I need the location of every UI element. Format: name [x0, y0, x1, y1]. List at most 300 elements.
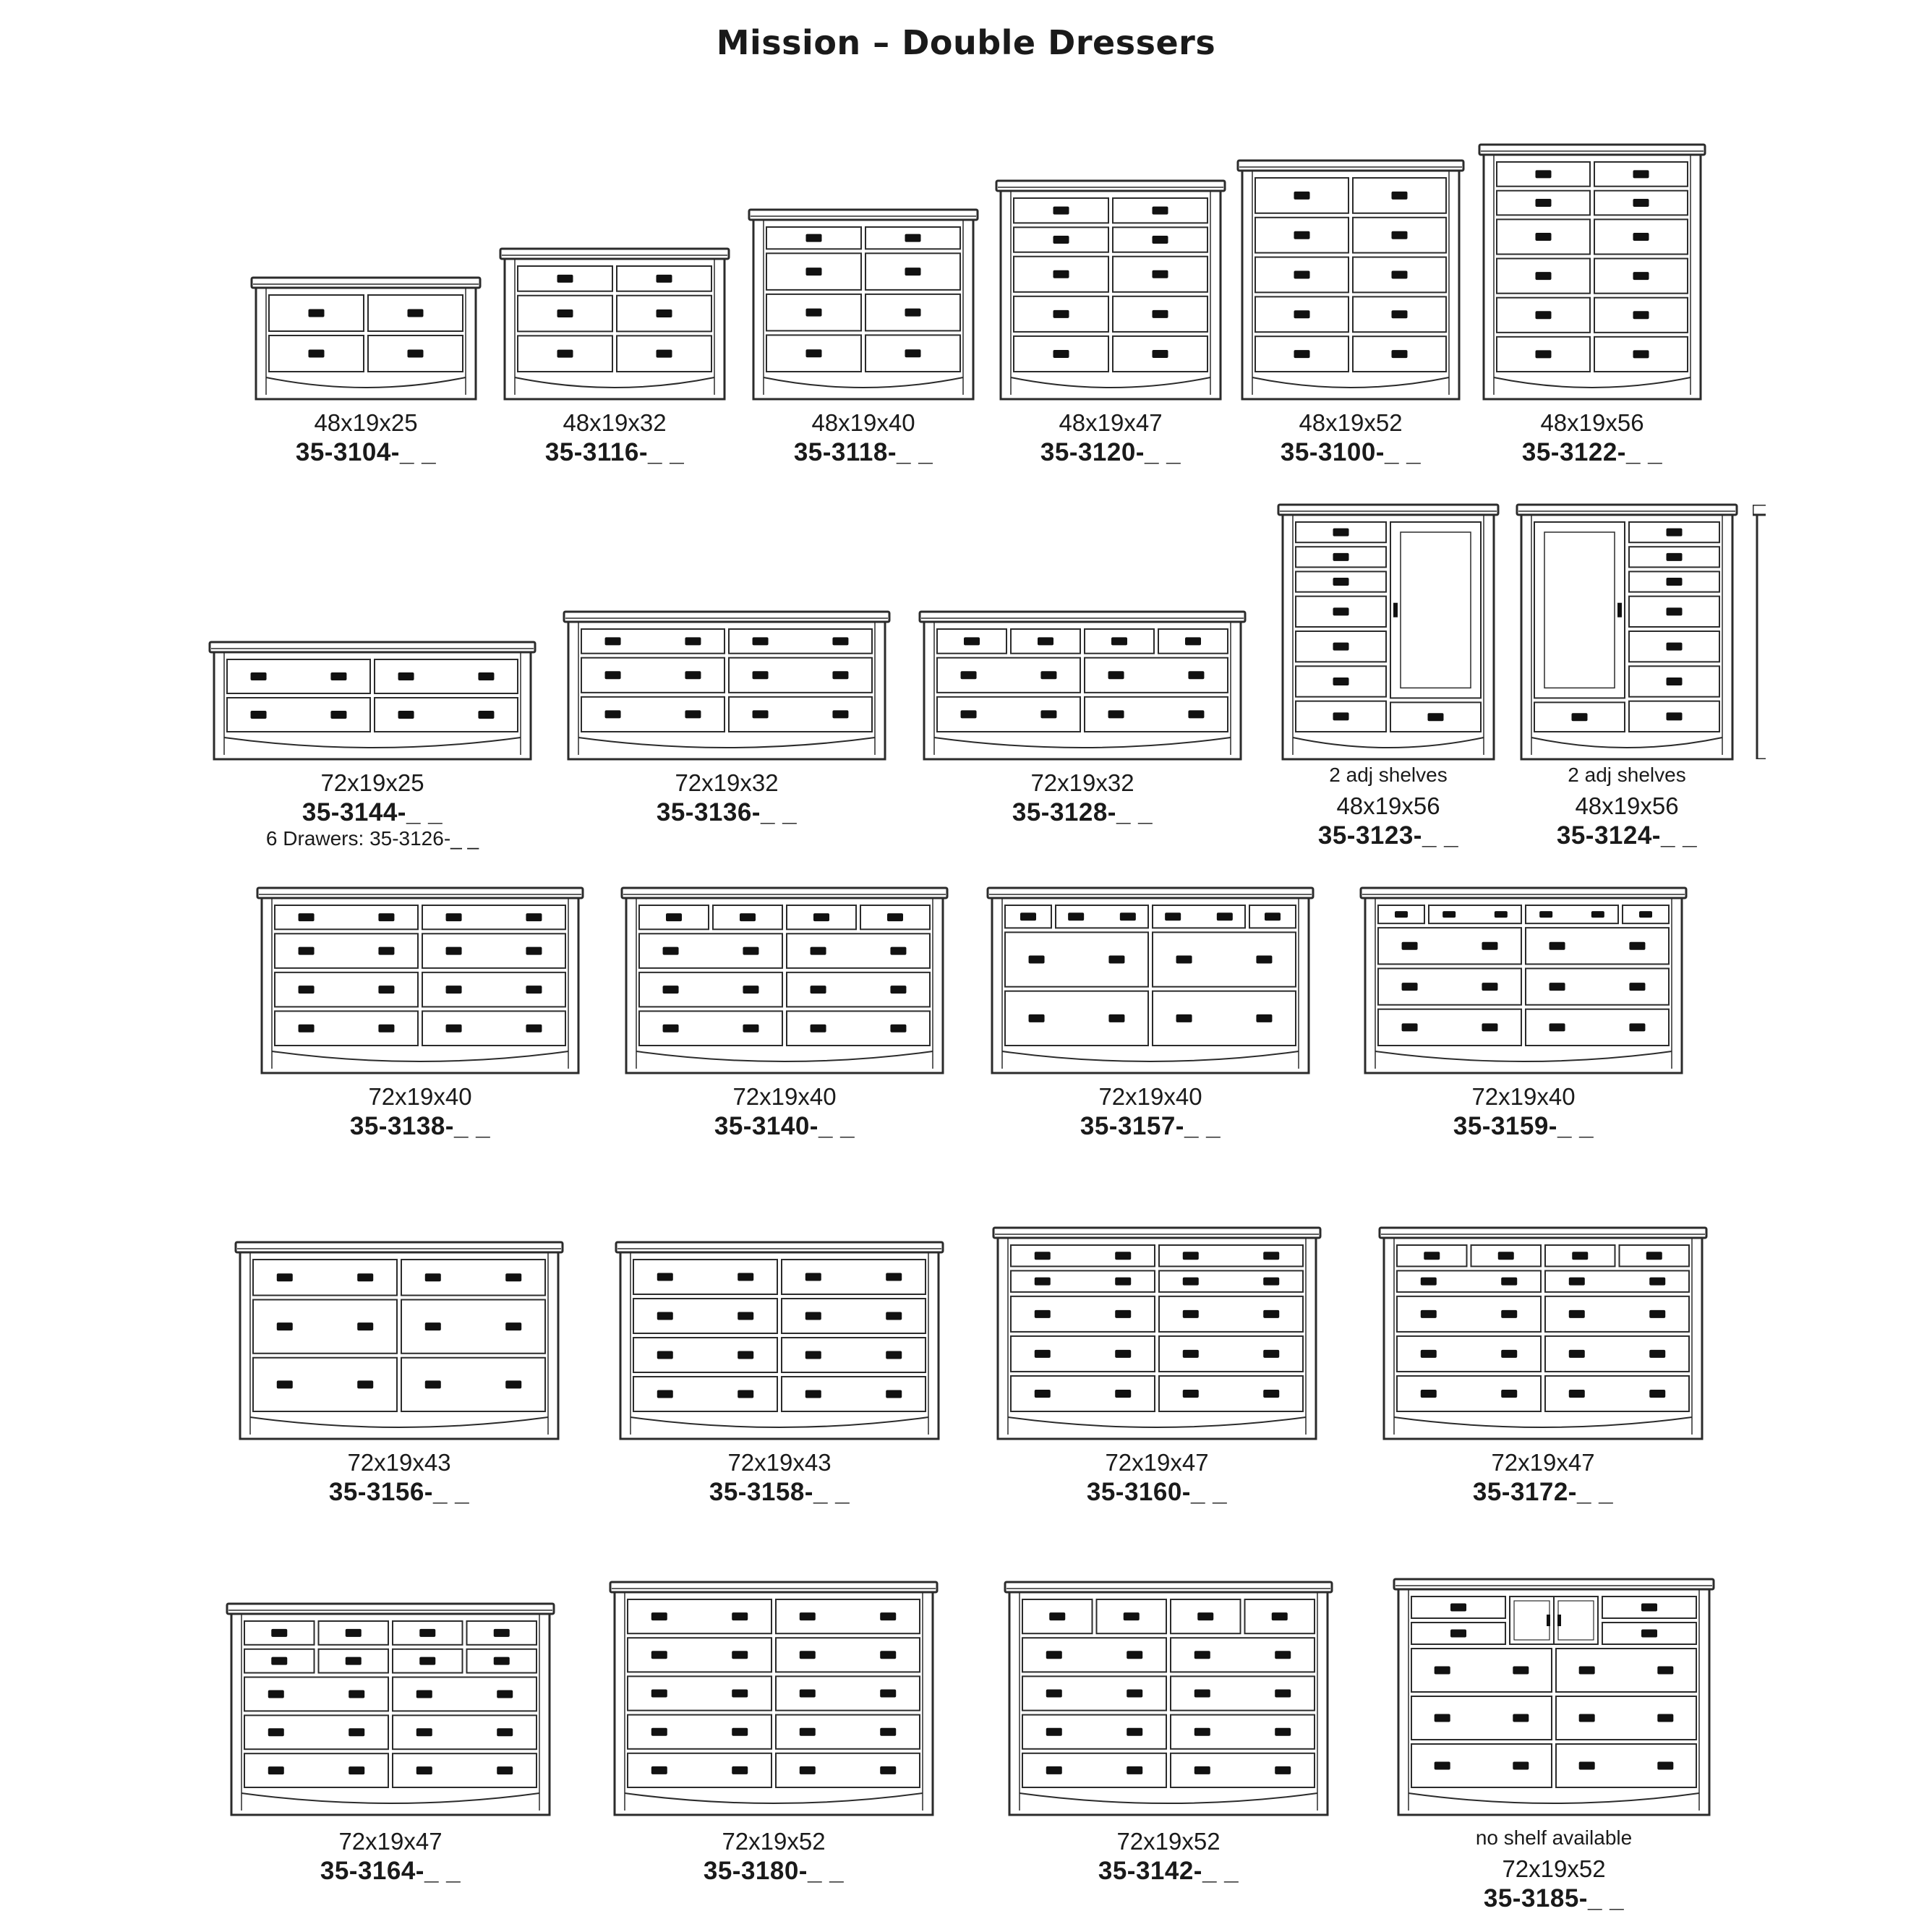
- drawer-pull: [1629, 983, 1645, 991]
- drawer-front: [401, 1260, 545, 1296]
- dresser-drawing: [236, 1242, 563, 1439]
- dresser-sku: 35-3128-_ _: [1012, 798, 1153, 826]
- drawer-pull: [813, 913, 829, 921]
- dresser-sku: 35-3136-_ _: [656, 798, 798, 826]
- drawer-pull: [1053, 207, 1069, 215]
- drawer-front: [1011, 1336, 1155, 1372]
- drawer-pull: [425, 1273, 441, 1281]
- drawer-pull: [1333, 529, 1349, 537]
- drawer-pull: [1275, 1766, 1291, 1774]
- drawer-pull: [1188, 710, 1204, 718]
- dresser-drawing: [1479, 145, 1705, 399]
- drawer-pull: [1633, 350, 1649, 358]
- drawer-pull: [1256, 1014, 1272, 1022]
- dresser-top: [257, 888, 583, 898]
- drawer-pull: [1153, 310, 1168, 318]
- drawer-front: [1022, 1638, 1166, 1672]
- dresser-note: 2 adj shelves: [1329, 764, 1448, 786]
- drawer-front: [244, 1753, 388, 1787]
- dresser-drawing: [564, 612, 889, 759]
- drawer-pull: [1053, 350, 1069, 358]
- drawer-front: [1545, 1376, 1689, 1411]
- drawer-pull: [1035, 1390, 1051, 1398]
- dresser-dimensions: 48x19x40: [811, 409, 915, 436]
- drawer-pull: [398, 672, 414, 680]
- drawer-pull: [1649, 1310, 1665, 1318]
- dresser-sku: 35-3118-_ _: [793, 438, 933, 466]
- drawer-pull: [753, 671, 769, 679]
- drawer-pull: [557, 350, 573, 358]
- drawer-front: [581, 697, 724, 732]
- drawer-pull: [1040, 671, 1056, 679]
- drawer-front: [787, 933, 930, 968]
- dresser-drawing: [1380, 1228, 1706, 1439]
- dresser-sku: 35-3100-_ _: [1280, 438, 1422, 466]
- drawer-pull: [811, 1025, 826, 1033]
- drawer-pull: [1263, 1350, 1279, 1358]
- drawer-pull: [346, 1657, 362, 1665]
- drawer-pull: [378, 986, 394, 993]
- drawer-pull: [1536, 170, 1552, 178]
- drawer-pull: [1275, 1690, 1291, 1698]
- drawer-pull: [605, 710, 621, 718]
- drawer-pull: [1646, 1252, 1662, 1260]
- drawer-front: [639, 933, 782, 968]
- dresser-sku: 35-3164-_ _: [320, 1857, 461, 1885]
- drawer-pull: [299, 913, 315, 921]
- drawer-pull: [1275, 1728, 1291, 1736]
- dresser-sku: 35-3158-_ _: [709, 1478, 850, 1506]
- drawer-front: [393, 1715, 537, 1749]
- drawer-pull: [1536, 199, 1552, 207]
- dresser-dimensions: 72x19x40: [732, 1083, 837, 1110]
- door-knob: [1617, 603, 1622, 617]
- drawer-pull: [880, 1612, 896, 1620]
- drawer-pull: [1428, 713, 1444, 721]
- dresser-item: [210, 642, 535, 850]
- drawer-pull: [1263, 1310, 1279, 1318]
- drawer-pull: [1183, 1350, 1199, 1358]
- drawer-pull: [1046, 1766, 1062, 1774]
- dresser-item: [1238, 161, 1463, 490]
- drawer-pull: [738, 1390, 753, 1398]
- dresser-item: [616, 1242, 943, 1530]
- drawer-pull: [1421, 1350, 1437, 1358]
- drawer-front: [1378, 928, 1521, 964]
- drawer-pull: [905, 234, 921, 242]
- drawer-pull: [1392, 310, 1408, 318]
- drawer-pull: [357, 1273, 373, 1281]
- drawer-pull: [1165, 912, 1181, 920]
- drawer-pull: [1667, 643, 1683, 651]
- drawer-front: [375, 698, 518, 732]
- dresser-dimensions: 72x19x52: [1502, 1855, 1606, 1882]
- drawer-pull: [890, 1025, 906, 1033]
- dresser-note: no shelf available: [1475, 1826, 1633, 1849]
- drawer-front: [628, 1638, 771, 1672]
- drawer-front: [1545, 1270, 1689, 1291]
- drawer-front: [1171, 1753, 1315, 1787]
- drawer-pull: [1550, 1023, 1565, 1031]
- drawer-pull: [1482, 1023, 1497, 1031]
- drawer-pull: [408, 350, 424, 358]
- drawer-front: [275, 1011, 418, 1046]
- drawer-pull: [605, 637, 621, 645]
- dresser-top: [610, 1582, 937, 1592]
- drawer-pull: [800, 1651, 816, 1659]
- drawer-front: [1171, 1676, 1315, 1710]
- dresser-top: [210, 642, 535, 652]
- drawer-pull: [1115, 1350, 1131, 1358]
- drawer-pull: [446, 913, 462, 921]
- drawer-pull: [378, 947, 394, 955]
- dresser-dimensions: 72x19x40: [368, 1083, 472, 1110]
- drawer-pull: [419, 1629, 435, 1637]
- drawer-pull: [1176, 1014, 1192, 1022]
- dresser-top: [993, 1228, 1320, 1238]
- drawer-front: [422, 933, 565, 968]
- drawer-pull: [299, 1025, 315, 1033]
- drawer-front: [581, 658, 724, 693]
- drawer-pull: [1046, 1690, 1062, 1698]
- drawer-pull: [1450, 1630, 1466, 1638]
- dresser-top: [616, 1242, 943, 1252]
- drawer-pull: [1402, 942, 1418, 950]
- drawer-pull: [349, 1728, 364, 1736]
- drawer-pull: [1633, 233, 1649, 241]
- drawer-front: [1022, 1676, 1166, 1710]
- drawer-pull: [1550, 983, 1565, 991]
- drawer-pull: [1579, 1667, 1595, 1675]
- drawer-pull: [880, 1766, 896, 1774]
- dresser-top: [1380, 1228, 1706, 1238]
- drawer-front: [1556, 1696, 1696, 1740]
- drawer-pull: [657, 350, 672, 358]
- drawer-pull: [1333, 553, 1349, 561]
- drawer-pull: [1115, 1310, 1131, 1318]
- drawer-pull: [651, 1690, 667, 1698]
- drawer-pull: [1040, 710, 1056, 718]
- dresser-dimensions: 72x19x25: [320, 769, 424, 796]
- drawer-pull: [497, 1728, 513, 1736]
- drawer-front: [782, 1338, 926, 1372]
- drawer-front: [1526, 1009, 1669, 1046]
- drawer-pull: [505, 1322, 521, 1330]
- dresser-top: [749, 210, 978, 220]
- dresser-drawing: [1361, 888, 1686, 1073]
- dresser-item: [996, 181, 1225, 490]
- drawer-pull: [309, 350, 325, 358]
- drawer-front: [937, 658, 1080, 693]
- drawer-pull: [1667, 678, 1683, 685]
- drawer-front: [776, 1599, 920, 1633]
- drawer-pull: [605, 671, 621, 679]
- drawer-pull: [1569, 1310, 1585, 1318]
- drawer-pull: [800, 1612, 816, 1620]
- drawer-pull: [1263, 1390, 1279, 1398]
- drawer-front: [375, 659, 518, 693]
- drawer-pull: [811, 986, 826, 993]
- dresser-drawing: [610, 1582, 937, 1815]
- drawer-front: [1005, 991, 1148, 1046]
- drawer-pull: [1124, 1612, 1140, 1620]
- dresser-item: [236, 1242, 563, 1530]
- drawer-pull: [1035, 1252, 1051, 1260]
- drawer-pull: [738, 1351, 753, 1359]
- drawer-pull: [738, 1273, 753, 1281]
- drawer-front: [1159, 1270, 1303, 1291]
- drawer-pull: [1395, 911, 1408, 918]
- dresser-sku: 35-3123-_ _: [1317, 821, 1459, 850]
- dresser-top: [920, 612, 1245, 622]
- dresser-dimensions: 48x19x52: [1299, 409, 1403, 436]
- drawer-pull: [1639, 911, 1652, 918]
- drawer-pull: [1649, 1278, 1665, 1286]
- drawer-pull: [1657, 1762, 1673, 1770]
- drawer-pull: [357, 1380, 373, 1388]
- dresser-item: [1394, 1579, 1714, 1912]
- dresser-dimensions: 72x19x47: [1491, 1449, 1595, 1476]
- drawer-pull: [1108, 710, 1124, 718]
- drawer-pull: [419, 1657, 435, 1665]
- drawer-front: [1085, 697, 1228, 732]
- drawer-front: [787, 973, 930, 1007]
- drawer-pull: [732, 1728, 748, 1736]
- drawer-pull: [905, 349, 921, 357]
- drawer-pull: [1536, 311, 1552, 319]
- dresser-top: [1005, 1582, 1332, 1592]
- drawer-pull: [753, 637, 769, 645]
- dresser-sku: 35-3142-_ _: [1098, 1857, 1239, 1885]
- dresser-top: [252, 278, 480, 288]
- drawer-pull: [1513, 1667, 1529, 1675]
- drawer-pull: [1667, 553, 1683, 561]
- drawer-pull: [657, 1351, 673, 1359]
- drawer-pull: [743, 1025, 758, 1033]
- drawer-pull: [1217, 912, 1233, 920]
- drawer-pull: [800, 1690, 816, 1698]
- drawer-pull: [1108, 671, 1124, 679]
- dresser-top: [1517, 505, 1737, 515]
- drawer-pull: [800, 1728, 816, 1736]
- drawer-pull: [1629, 1023, 1645, 1031]
- page-title: Mission – Double Dressers: [716, 23, 1216, 62]
- drawer-pull: [1115, 1278, 1131, 1286]
- drawer-pull: [1263, 1278, 1279, 1286]
- dresser-sku: 35-3122-_ _: [1521, 438, 1663, 466]
- drawer-front: [628, 1753, 771, 1787]
- dresser-drawing: [988, 888, 1313, 1073]
- drawer-front: [937, 697, 1080, 732]
- drawer-front: [1153, 932, 1296, 986]
- dresser-sku: 35-3116-_ _: [544, 438, 685, 466]
- drawer-front: [1011, 1270, 1155, 1291]
- drawer-pull: [1450, 1604, 1466, 1612]
- drawer-pull: [887, 913, 903, 921]
- drawer-pull: [526, 913, 542, 921]
- drawer-pull: [505, 1380, 521, 1388]
- dresser-item: [622, 888, 947, 1164]
- drawer-front: [1171, 1638, 1315, 1672]
- drawer-pull: [526, 1025, 542, 1033]
- drawer-pull: [557, 309, 573, 317]
- drawer-pull: [964, 637, 980, 645]
- drawer-front: [275, 973, 418, 1007]
- dresser-item: [988, 888, 1313, 1164]
- dresser-dimensions: 72x19x40: [1471, 1083, 1576, 1110]
- dresser-item: [1005, 1582, 1332, 1909]
- drawer-pull: [732, 1612, 748, 1620]
- dresser-top: [988, 888, 1313, 898]
- drawer-pull: [557, 275, 573, 283]
- drawer-pull: [1435, 1667, 1450, 1675]
- dresser-sku: 35-3140-_ _: [714, 1112, 855, 1140]
- drawer-pull: [1579, 1714, 1595, 1722]
- drawer-pull: [1029, 1014, 1045, 1022]
- drawer-pull: [478, 711, 494, 719]
- drawer-pull: [1153, 270, 1168, 278]
- drawer-front: [633, 1377, 777, 1411]
- drawer-front: [1011, 1376, 1155, 1411]
- drawer-pull: [330, 711, 346, 719]
- drawer-pull: [666, 913, 682, 921]
- drawer-front: [401, 1300, 545, 1354]
- dresser-drawing: [1238, 161, 1463, 399]
- drawer-front: [776, 1676, 920, 1710]
- drawer-pull: [805, 1390, 821, 1398]
- drawer-front: [253, 1300, 397, 1354]
- dresser-top: [500, 249, 729, 259]
- dresser-drawing: [227, 1604, 554, 1815]
- drawer-pull: [1392, 192, 1408, 200]
- drawer-front: [1159, 1296, 1303, 1332]
- drawer-front: [1378, 968, 1521, 1004]
- drawer-pull: [1629, 942, 1645, 950]
- drawer-pull: [1127, 1690, 1142, 1698]
- drawer-pull: [416, 1766, 432, 1774]
- dresser-item: [257, 888, 583, 1164]
- drawer-front: [1397, 1336, 1541, 1372]
- drawer-front: [275, 905, 418, 929]
- drawer-pull: [1513, 1762, 1529, 1770]
- dresser-dimensions: 72x19x32: [675, 769, 779, 796]
- drawer-pull: [832, 710, 848, 718]
- door-panel: [1544, 532, 1615, 688]
- drawer-pull: [1550, 942, 1565, 950]
- drawer-pull: [478, 672, 494, 680]
- drawer-pull: [416, 1728, 432, 1736]
- drawer-pull: [743, 986, 758, 993]
- door-knob: [1393, 603, 1398, 617]
- drawer-front: [393, 1753, 537, 1787]
- drawer-front: [1526, 928, 1669, 964]
- drawer-pull: [1591, 911, 1604, 918]
- drawer-pull: [1194, 1690, 1210, 1698]
- drawer-pull: [1402, 1023, 1418, 1031]
- dresser-dimensions: 48x19x25: [314, 409, 418, 436]
- dresser-dimensions: 72x19x43: [727, 1449, 832, 1476]
- drawer-pull: [1482, 983, 1497, 991]
- drawer-pull: [1392, 271, 1408, 279]
- drawer-pull: [811, 947, 826, 955]
- drawer-front: [1159, 1376, 1303, 1411]
- drawer-front: [422, 1011, 565, 1046]
- drawer-front: [639, 1011, 782, 1046]
- drawer-pull: [805, 1351, 821, 1359]
- drawer-pull: [1633, 170, 1649, 178]
- drawer-pull: [1513, 1714, 1529, 1722]
- drawer-pull: [1442, 911, 1456, 918]
- drawer-pull: [1498, 1252, 1514, 1260]
- drawer-pull: [446, 1025, 462, 1033]
- door-knob: [1557, 1615, 1561, 1626]
- drawer-pull: [1272, 1612, 1288, 1620]
- drawer-pull: [349, 1766, 364, 1774]
- dresser-dimensions: 48x19x56: [1575, 792, 1679, 819]
- drawer-pull: [1333, 678, 1349, 685]
- dresser-item: [1380, 1228, 1706, 1530]
- drawer-pull: [663, 947, 679, 955]
- dresser-dimensions: 48x19x32: [563, 409, 667, 436]
- drawer-pull: [251, 711, 267, 719]
- drawer-pull: [526, 947, 542, 955]
- drawer-front: [1022, 1715, 1166, 1749]
- drawer-pull: [685, 671, 701, 679]
- drawer-front: [422, 905, 565, 929]
- dresser-drawing: [616, 1242, 943, 1439]
- drawer-pull: [1049, 1612, 1065, 1620]
- dresser-item: [500, 249, 729, 490]
- drawer-pull: [1185, 637, 1201, 645]
- drawer-pull: [651, 1728, 667, 1736]
- dresser-dimensions: 72x19x47: [1105, 1449, 1209, 1476]
- drawer-pull: [268, 1766, 284, 1774]
- drawer-pull: [277, 1273, 293, 1281]
- drawer-pull: [1333, 712, 1349, 720]
- drawer-front: [729, 697, 872, 732]
- drawer-pull: [1108, 1014, 1124, 1022]
- drawer-pull: [1421, 1390, 1437, 1398]
- drawer-front: [227, 659, 370, 693]
- drawer-pull: [251, 672, 267, 680]
- drawer-pull: [657, 275, 672, 283]
- drawer-pull: [271, 1629, 287, 1637]
- drawer-pull: [740, 913, 756, 921]
- drawer-pull: [1127, 1766, 1142, 1774]
- dresser-dimensions: 48x19x56: [1540, 409, 1644, 436]
- drawer-pull: [1424, 1252, 1440, 1260]
- dresser-drawing: [920, 612, 1245, 759]
- drawer-front: [253, 1358, 397, 1411]
- drawer-front: [1556, 1744, 1696, 1787]
- drawer-front: [729, 658, 872, 693]
- drawer-front: [422, 973, 565, 1007]
- dresser-note: 2 adj shelves: [1568, 764, 1686, 786]
- drawer-pull: [732, 1690, 748, 1698]
- drawer-pull: [1046, 1651, 1062, 1659]
- drawer-pull: [1153, 236, 1168, 244]
- drawer-front: [1159, 1245, 1303, 1266]
- drawer-front: [1159, 1336, 1303, 1372]
- drawer-pull: [1649, 1350, 1665, 1358]
- drawer-pull: [1657, 1667, 1673, 1675]
- drawer-pull: [1115, 1252, 1131, 1260]
- drawer-pull: [1294, 271, 1310, 279]
- drawer-pull: [805, 1273, 821, 1281]
- drawer-pull: [1029, 956, 1045, 964]
- dresser-top: [622, 888, 947, 898]
- drawer-pull: [268, 1728, 284, 1736]
